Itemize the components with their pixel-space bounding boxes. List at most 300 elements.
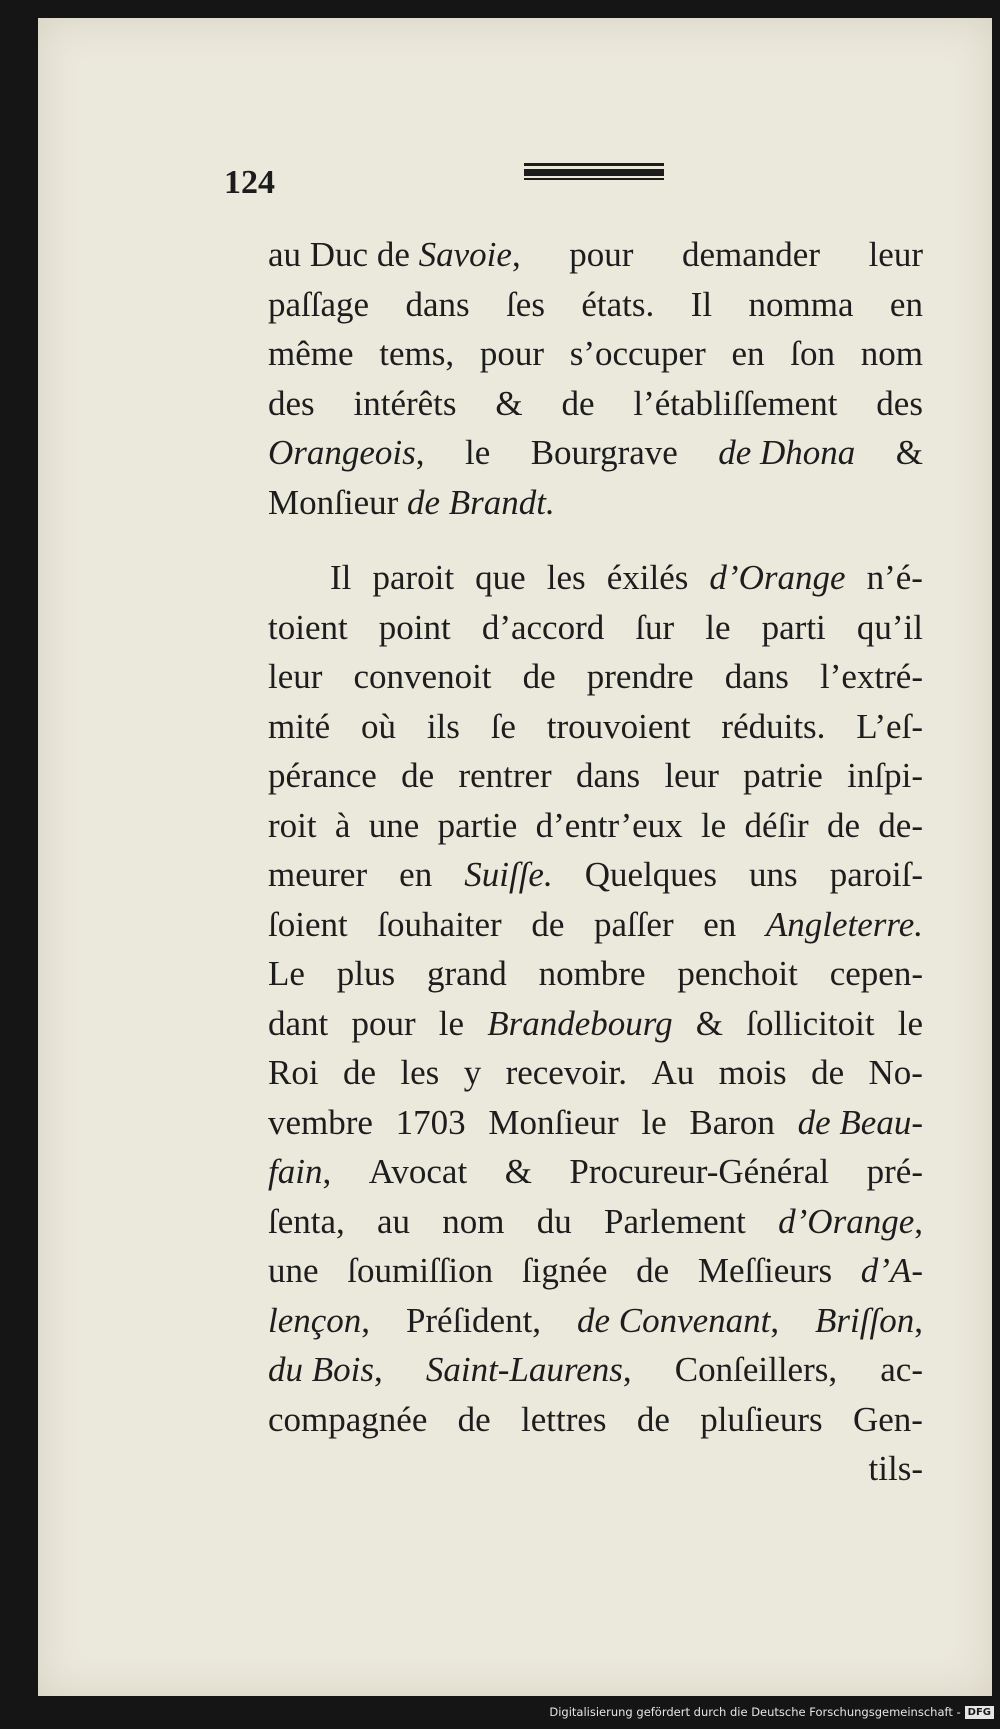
- word: [847, 751, 923, 801]
- word: [547, 553, 586, 603]
- text-line: [268, 329, 923, 379]
- paragraph-2: [268, 553, 923, 1444]
- text: ils: [426, 706, 460, 746]
- word: [377, 1197, 410, 1247]
- italic-text: Orangeois: [268, 433, 416, 472]
- text: d’accord: [481, 607, 605, 647]
- word: [604, 1197, 746, 1247]
- text: ,: [770, 1300, 780, 1340]
- word: [536, 801, 683, 851]
- text: qu’il: [856, 607, 923, 647]
- text: de: [531, 904, 565, 944]
- word: [689, 1098, 775, 1148]
- text: pré-: [866, 1152, 923, 1191]
- word: [458, 751, 551, 801]
- text: de: [811, 1053, 845, 1092]
- text: pluſieurs: [700, 1399, 823, 1439]
- text: ſe: [490, 706, 516, 746]
- word: [488, 1098, 618, 1148]
- word: [522, 1246, 608, 1296]
- word: [719, 1048, 787, 1098]
- word: [890, 280, 923, 330]
- word: [268, 478, 555, 528]
- word: [268, 280, 369, 330]
- word: [651, 1048, 694, 1098]
- word: [335, 801, 351, 851]
- text: penchoit: [677, 954, 798, 993]
- text: compagnée: [268, 1399, 428, 1439]
- word: [505, 1147, 532, 1197]
- text: rentrer: [458, 756, 552, 795]
- text: Il: [690, 284, 713, 324]
- word: [827, 801, 860, 851]
- word: [581, 280, 654, 330]
- word: [379, 603, 451, 653]
- word: [465, 428, 490, 478]
- word: [547, 702, 691, 752]
- word: [475, 553, 526, 603]
- word: [641, 1098, 666, 1148]
- word: [585, 850, 717, 900]
- text: Monſieur: [488, 1102, 619, 1142]
- text: ſenta,: [268, 1201, 345, 1241]
- page-number: 124: [224, 164, 275, 201]
- word: [561, 379, 594, 429]
- italic-text: Brandebourg: [487, 1003, 673, 1043]
- text: &: [695, 1003, 724, 1043]
- word: [594, 900, 674, 950]
- word: [811, 1048, 844, 1098]
- text: ,: [511, 235, 521, 274]
- word: [268, 1098, 373, 1148]
- catchword-line: [268, 1444, 923, 1494]
- italic-text: Savoie: [418, 235, 512, 274]
- word: [480, 329, 544, 379]
- word: [869, 230, 923, 280]
- text: paroiſ-: [829, 855, 923, 894]
- text: Préſident,: [405, 1300, 542, 1340]
- text: ſes: [506, 284, 545, 324]
- text: Procureur-Général: [569, 1152, 830, 1191]
- italic-text: Briſſon: [815, 1300, 915, 1340]
- text: s’occuper: [569, 334, 706, 373]
- word: [521, 1395, 607, 1445]
- text: &: [504, 1152, 532, 1191]
- text: Bourgrave: [530, 433, 678, 472]
- text: les: [546, 558, 586, 597]
- word: [721, 702, 825, 752]
- text: ac-: [880, 1350, 923, 1389]
- text: ,: [373, 1350, 383, 1389]
- text: de: [401, 756, 435, 795]
- text: Le: [268, 954, 305, 993]
- text: 1703: [395, 1102, 466, 1142]
- digitization-credit: [549, 1705, 994, 1719]
- word: [268, 999, 328, 1049]
- word: [491, 702, 516, 752]
- text: dant: [268, 1003, 329, 1043]
- text: de: [826, 805, 860, 845]
- word: [337, 949, 395, 999]
- catchword: tils-: [868, 1449, 923, 1488]
- text: leur: [868, 235, 923, 274]
- word: [637, 1395, 670, 1445]
- text: ſouhaiter: [377, 904, 502, 944]
- text: lettres: [521, 1399, 607, 1439]
- text: du: [536, 1201, 572, 1241]
- text: nom: [442, 1201, 505, 1241]
- text: états.: [581, 284, 655, 324]
- body-text: [268, 230, 923, 1494]
- word: [636, 1246, 669, 1296]
- word: [876, 379, 923, 429]
- text: ſur: [635, 607, 675, 647]
- text: Conſeillers,: [674, 1350, 838, 1389]
- word: [731, 329, 764, 379]
- text-line: [268, 280, 923, 330]
- text: l’extré-: [820, 657, 923, 696]
- text: dans: [576, 756, 641, 795]
- word: [691, 280, 712, 330]
- word: [569, 230, 633, 280]
- text: tems,: [379, 334, 455, 373]
- word: [268, 751, 377, 801]
- text: &: [495, 383, 523, 423]
- text: prendre: [586, 657, 694, 696]
- text-line: [268, 478, 923, 528]
- word: [268, 702, 330, 752]
- text: parti: [761, 607, 826, 647]
- word: [351, 999, 415, 1049]
- text: grand: [427, 954, 507, 993]
- word: [856, 702, 923, 752]
- text: de: [522, 657, 556, 696]
- text: Roi: [268, 1053, 319, 1092]
- word: [633, 379, 837, 429]
- word: [268, 1345, 383, 1395]
- word: [705, 603, 730, 653]
- word: [896, 428, 923, 478]
- word: [570, 329, 706, 379]
- word: [396, 1098, 466, 1148]
- text: cepen-: [829, 954, 923, 993]
- text: vembre: [268, 1102, 373, 1142]
- word: [442, 1197, 504, 1247]
- page-header: [224, 150, 764, 210]
- text: les: [400, 1053, 440, 1092]
- word: [426, 1345, 632, 1395]
- word: [762, 603, 826, 653]
- word: [703, 900, 736, 950]
- text-line: [268, 801, 923, 851]
- word: [790, 329, 835, 379]
- text: le: [705, 607, 731, 647]
- word: [749, 280, 854, 330]
- word: [531, 428, 678, 478]
- text: paſſage: [268, 284, 370, 324]
- word: [677, 949, 798, 999]
- text-line: [268, 603, 923, 653]
- word: [268, 1296, 370, 1346]
- text: ,: [622, 1350, 632, 1389]
- word: [268, 1197, 345, 1247]
- word: [577, 1296, 779, 1346]
- text: le: [641, 1102, 667, 1142]
- word: [464, 1048, 482, 1098]
- word: [268, 379, 315, 429]
- text: roit: [268, 805, 317, 845]
- text: réduits.: [721, 706, 826, 746]
- text-line: [268, 652, 923, 702]
- italic-text: Suiſſe.: [464, 855, 553, 894]
- text: le: [438, 1003, 465, 1043]
- text-line: [268, 1345, 923, 1395]
- italic-text: de Dhona: [718, 433, 856, 472]
- word: [464, 850, 552, 900]
- word: [268, 949, 305, 999]
- word: [696, 999, 723, 1049]
- word: [347, 1246, 493, 1296]
- text: d’entr’eux: [535, 805, 683, 845]
- text: de: [636, 1251, 670, 1290]
- word: [867, 553, 923, 603]
- text: paroit: [372, 558, 455, 597]
- text: mois: [718, 1053, 787, 1092]
- word: [438, 801, 518, 851]
- text: Meſſieurs: [697, 1251, 833, 1290]
- word: [268, 1246, 319, 1296]
- text: déſir: [744, 805, 809, 845]
- word: [607, 553, 689, 603]
- word: [698, 1246, 832, 1296]
- word: [635, 603, 674, 653]
- text-line: [268, 1098, 923, 1148]
- text: convenoit: [353, 657, 492, 696]
- word: [268, 850, 367, 900]
- word: [369, 1147, 467, 1197]
- text: au Duc de: [268, 235, 419, 274]
- text-line: [268, 949, 923, 999]
- text-line: [268, 850, 923, 900]
- word: [354, 379, 457, 429]
- word: [405, 280, 469, 330]
- text: No-: [868, 1053, 923, 1092]
- text: ,: [322, 1152, 332, 1191]
- text: dans: [724, 657, 789, 696]
- italic-text: lençon: [268, 1300, 362, 1340]
- word: [587, 652, 694, 702]
- italic-text: d’A-: [860, 1251, 923, 1290]
- italic-text: de Beau-: [797, 1102, 923, 1142]
- text: Il: [330, 558, 352, 597]
- word: [576, 751, 640, 801]
- text: de: [636, 1399, 670, 1439]
- word: [700, 1395, 822, 1445]
- text-line: [268, 1395, 923, 1445]
- word: [523, 652, 556, 702]
- word: [766, 900, 923, 950]
- text: Parlement: [604, 1201, 746, 1241]
- text: Baron: [689, 1102, 775, 1142]
- word: [379, 329, 454, 379]
- word: [537, 1197, 572, 1247]
- text-line: [268, 702, 923, 752]
- word: [664, 751, 718, 801]
- text: ſollicitoit: [746, 1003, 875, 1043]
- word: [749, 850, 798, 900]
- word: [725, 652, 789, 702]
- word: [268, 329, 354, 379]
- text: l’établiſſement: [633, 383, 838, 423]
- text: Gen-: [852, 1399, 923, 1439]
- text: ſignée: [521, 1251, 608, 1290]
- text: une: [268, 1251, 319, 1290]
- word: [857, 603, 923, 653]
- text: patrie: [743, 756, 823, 795]
- text: n’é-: [866, 558, 923, 597]
- word: [439, 999, 464, 1049]
- paragraph-1: [268, 230, 923, 527]
- word: [377, 900, 501, 950]
- word: [745, 801, 809, 851]
- text: pérance: [268, 756, 377, 795]
- text: éxilés: [606, 558, 689, 597]
- word: [830, 850, 923, 900]
- text: de-: [878, 805, 923, 845]
- text-line: [268, 553, 923, 603]
- word: [778, 1197, 923, 1247]
- text: meurer: [268, 855, 368, 894]
- word: [743, 751, 823, 801]
- word: [268, 1395, 427, 1445]
- word: [427, 702, 460, 752]
- text: ,: [914, 1300, 923, 1340]
- text: plus: [336, 954, 396, 993]
- text: Monſieur: [268, 482, 408, 522]
- text: des: [268, 383, 315, 423]
- word: [401, 751, 434, 801]
- text: que: [475, 558, 526, 597]
- word: [569, 1147, 829, 1197]
- text: leur: [268, 657, 323, 696]
- text: au: [377, 1201, 411, 1241]
- word: [682, 230, 820, 280]
- text-line: [268, 1048, 923, 1098]
- word: [746, 999, 874, 1049]
- word: [343, 1048, 376, 1098]
- text: le: [464, 433, 491, 472]
- italic-text: d’Orange: [778, 1201, 915, 1241]
- text: le: [700, 805, 727, 845]
- text: demander: [682, 235, 820, 274]
- text: y: [463, 1053, 482, 1092]
- italic-text: de Convenant: [576, 1300, 771, 1340]
- word: [495, 379, 522, 429]
- word: [487, 999, 672, 1049]
- text: &: [895, 433, 923, 472]
- text: en: [731, 334, 765, 373]
- text: une: [368, 805, 420, 845]
- text: en: [399, 855, 433, 894]
- word: [482, 603, 604, 653]
- credit-text: Digitalisierung gefördert durch die Deutsche Forschungsgemeinschaft -: [549, 1705, 961, 1719]
- word: [399, 850, 432, 900]
- word: [268, 230, 521, 280]
- text: toient: [268, 607, 348, 647]
- word: [268, 1048, 319, 1098]
- word: [369, 801, 420, 851]
- text: nomma: [748, 284, 854, 324]
- text: en: [703, 904, 737, 944]
- word: [861, 1246, 923, 1296]
- word: [531, 900, 564, 950]
- text: nombre: [538, 954, 646, 993]
- dfg-logo-icon: DFG: [965, 1706, 994, 1719]
- word: [330, 553, 351, 603]
- word: [869, 1048, 923, 1098]
- text: ſoumiſſion: [347, 1251, 494, 1290]
- word: [815, 1296, 923, 1346]
- word: [268, 428, 425, 478]
- text: trouvoient: [546, 706, 691, 746]
- word: [539, 949, 646, 999]
- text: partie: [437, 805, 518, 845]
- text-line: [268, 1246, 923, 1296]
- text: dans: [405, 284, 470, 324]
- word: [400, 1048, 439, 1098]
- word: [830, 949, 923, 999]
- word: [372, 553, 454, 603]
- text: pour: [569, 235, 634, 274]
- text: L’eſ-: [856, 706, 923, 746]
- text-line: [268, 751, 923, 801]
- text: ſon: [790, 334, 835, 373]
- text: nom: [860, 334, 923, 373]
- word: [709, 553, 845, 603]
- text: où: [361, 706, 397, 746]
- text-line: [268, 999, 923, 1049]
- text: Avocat: [368, 1152, 468, 1191]
- text: point: [378, 607, 451, 647]
- text: de: [342, 1053, 377, 1092]
- word: [867, 1147, 923, 1197]
- italic-text: d’Orange: [709, 558, 846, 597]
- word: [506, 1048, 627, 1098]
- word: [718, 428, 855, 478]
- word: [427, 949, 507, 999]
- text-line: [268, 428, 923, 478]
- text: pour: [479, 334, 544, 373]
- text: Au: [651, 1053, 695, 1092]
- word: [798, 1098, 923, 1148]
- text-line: [268, 1147, 923, 1197]
- text: de: [561, 383, 595, 423]
- text-line: [268, 230, 923, 280]
- text: mité: [268, 706, 331, 746]
- text: même: [268, 334, 354, 373]
- word: [458, 1395, 491, 1445]
- word: [820, 652, 923, 702]
- word: [268, 900, 348, 950]
- text: ,: [914, 1201, 923, 1241]
- text: recevoir.: [505, 1053, 628, 1092]
- text: à: [334, 805, 351, 845]
- text: uns: [749, 855, 798, 894]
- italic-text: du Bois: [268, 1350, 374, 1389]
- text: inſpi-: [847, 756, 923, 795]
- italic-text: Angleterre.: [765, 904, 923, 944]
- text-line: [268, 900, 923, 950]
